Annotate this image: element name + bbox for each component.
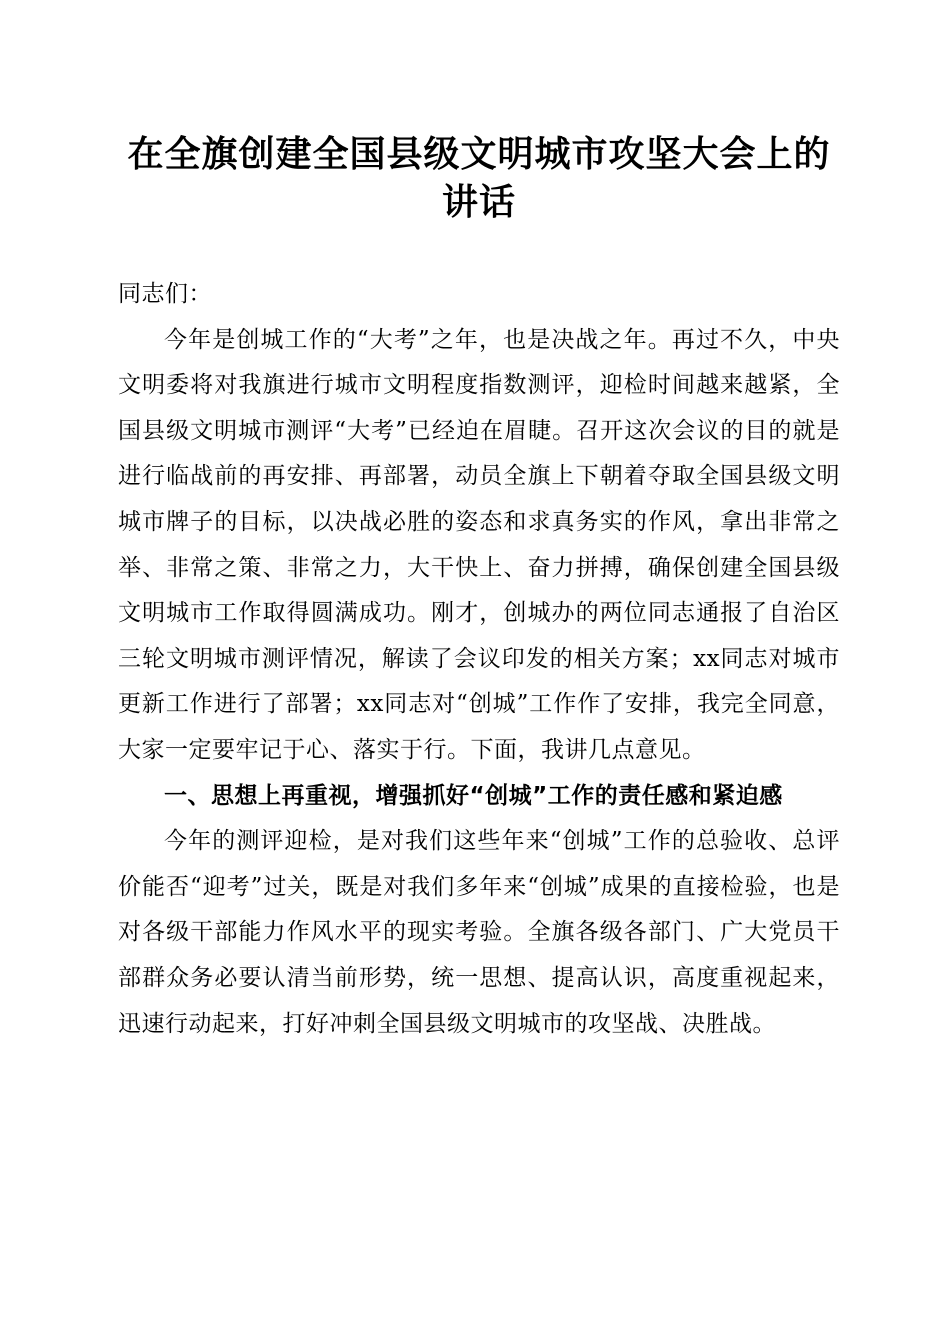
salutation: 同志们： [118,281,212,307]
document-title: 在全旗创建全国县级文明城市攻坚大会上的讲话 [127,133,831,223]
section-paragraph: 今年的测评迎检，是对我们这些年来“创城”工作的总验收、总评价能否“迎考”过关，既是对我们多年来“创城”成果的直接检验，也是对各级干部能力作风水平的现实考验。全旗各级各部门、广大党员干部群众务必要认清当前形势，统一思想、提高认识，高度重视起来，迅速行动起来，打好冲刺全国县级文明城市的攻坚战、决胜战。 [118,828,840,1037]
intro-paragraph: 今年是创城工作的“大考”之年，也是决战之年。再过不久，中央文明委将对我旗进行城市文明程度指数测评，迎检时间越来越紧，全国县级文明城市测评“大考”已经迫在眉睫。召开这次会议的目的就是进行临战前的再安排、再部署，动员全旗上下朝着夺取全国县级文明城市牌子的目标，以决战必胜的姿态和求真务实的作风，拿出非常之举、非常之策、非常之力，大干快上、奋力拼搏，确保创建全国县级文明城市工作取得圆满成功。刚才，创城办的两位同志通报了自治区三轮文明城市测评情况，解读了会议印发的相关方案；xx同志对城市更新工作进行了部署；xx同志对“创城”工作作了安排，我完全同意，大家一定要牢记于心、落实于行。下面，我讲几点意见。 [118,326,840,763]
document-page [118,130,840,1047]
section-heading: 一、思想上再重视，增强抓好“创城”工作的责任感和紧迫感 [164,782,783,809]
